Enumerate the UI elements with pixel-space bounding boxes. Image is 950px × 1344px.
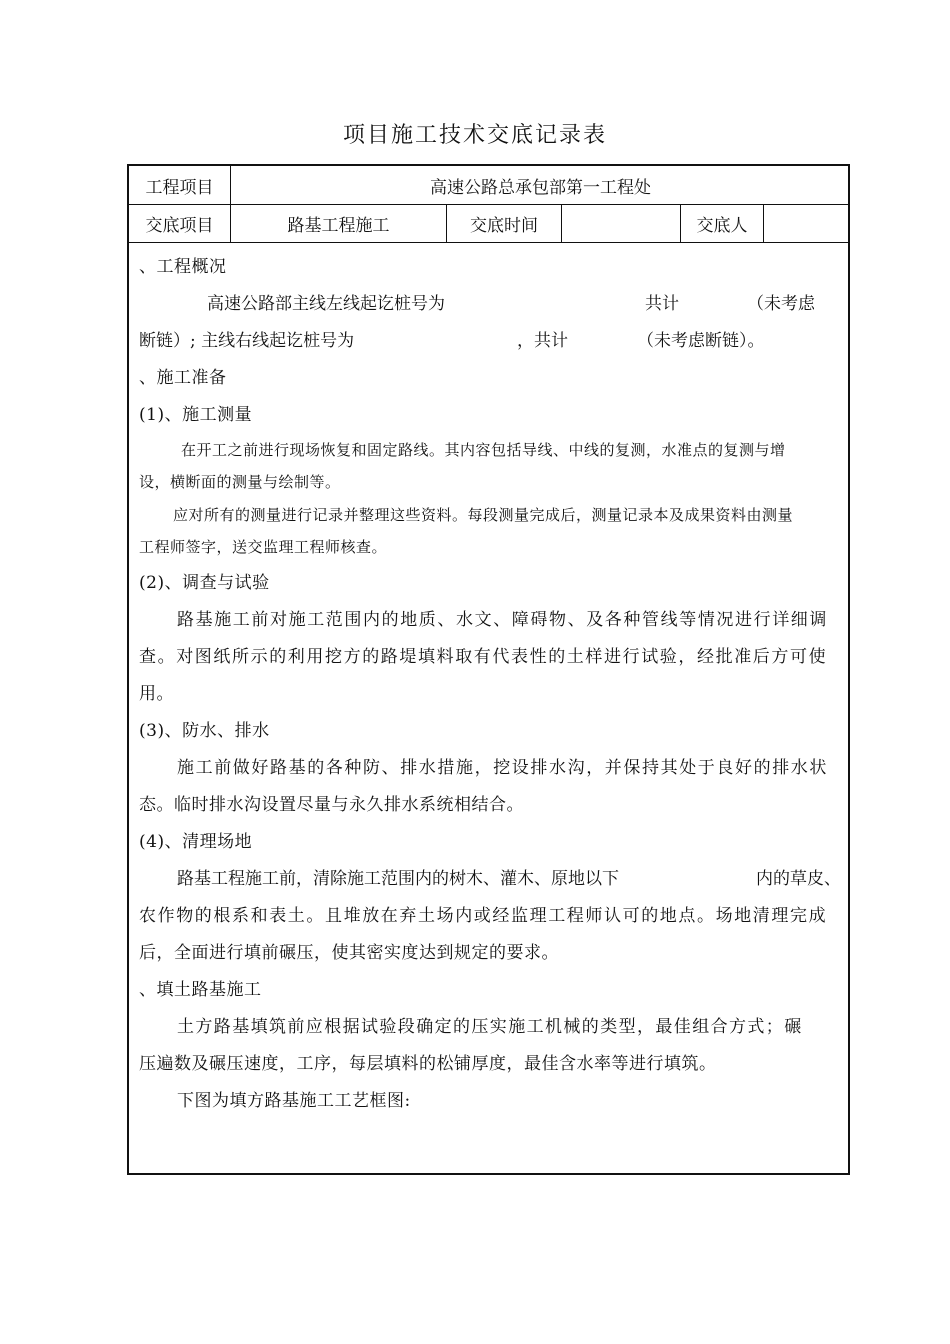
clearing-text: 后，全面进行填前碾压，使其密实度达到规定的要求。 — [139, 943, 559, 963]
overview-text: ，共计 — [517, 331, 568, 351]
fill-text: 土方路基填筑前应根据试验段确定的压实施工机械的类型，最佳组合方式；碾 — [177, 1017, 803, 1037]
fill-text: 压遍数及碾压速度，工序，每层填料的松铺厚度，最佳含水率等进行填筑。 — [139, 1054, 717, 1074]
subheading-clearing: (4)、清理场地 — [139, 832, 253, 852]
investigation-text: 查。对图纸所示的利用挖方的路堤填料取有代表性的土样进行试验，经批准后方可使 — [139, 647, 828, 667]
investigation-text: 路基施工前对施工范围内的地质、水文、障碍物、及各种管线等情况进行详细调 — [177, 610, 828, 630]
subheading-drainage: (3)、防水、排水 — [139, 721, 270, 741]
time-value — [562, 204, 681, 242]
overview-text: 高速公路部主线左线起讫桩号为 — [207, 294, 445, 314]
subheading-investigation: (2)、调查与试验 — [139, 573, 270, 593]
section-heading-overview: 、工程概况 — [139, 257, 227, 277]
survey-text: 在开工之前进行现场恢复和固定路线。其内容包括导线、中线的复测，水准点的复测与增 — [181, 441, 786, 459]
record-table — [127, 164, 850, 1175]
item-value: 路基工程施工 — [231, 204, 447, 242]
person-value — [764, 204, 850, 242]
person-label: 交底人 — [681, 204, 764, 242]
overview-text: 断链）; 主线右线起讫桩号为 — [139, 331, 355, 351]
overview-text: 共计 — [645, 294, 679, 314]
survey-text: 设，横断面的测量与绘制等。 — [139, 473, 341, 491]
item-label: 交底项目 — [129, 204, 231, 242]
project-value: 高速公路总承包部第一工程处 — [430, 177, 651, 198]
survey-text: 应对所有的测量进行记录并整理这些资料。每段测量完成后，测量记录本及成果资料由测量 — [173, 506, 794, 524]
header-row-project — [129, 166, 848, 205]
time-label: 交底时间 — [447, 204, 562, 242]
fill-text: 下图为填方路基施工工艺框图: — [177, 1091, 411, 1111]
section-heading-preparation: 、施工准备 — [139, 368, 227, 388]
survey-text: 工程师签字，送交监理工程师核查。 — [139, 538, 388, 556]
clearing-text: 农作物的根系和表土。且堆放在弃土场内或经监理工程师认可的地点。场地清理完成 — [139, 906, 828, 926]
content-area — [129, 242, 848, 1173]
overview-text: （未考虑 — [747, 294, 815, 314]
header-row-item — [129, 204, 848, 243]
drainage-text: 施工前做好路基的各种防、排水措施，挖设排水沟，并保持其处于良好的排水状 — [177, 758, 828, 778]
clearing-text: 路基工程施工前，清除施工范围内的树木、灌木、原地以下 — [177, 869, 619, 889]
subheading-survey: (1)、施工测量 — [139, 405, 253, 425]
investigation-text: 用。 — [139, 684, 174, 704]
overview-text: （未考虑断链）。 — [637, 331, 765, 351]
clearing-text: 内的草皮、 — [756, 869, 841, 889]
section-heading-fill: 、填土路基施工 — [139, 980, 262, 1000]
project-label: 工程项目 — [129, 166, 231, 204]
page-title: 项目施工技术交底记录表 — [342, 123, 607, 148]
drainage-text: 态。临时排水沟设置尽量与永久排水系统相结合。 — [139, 795, 524, 815]
